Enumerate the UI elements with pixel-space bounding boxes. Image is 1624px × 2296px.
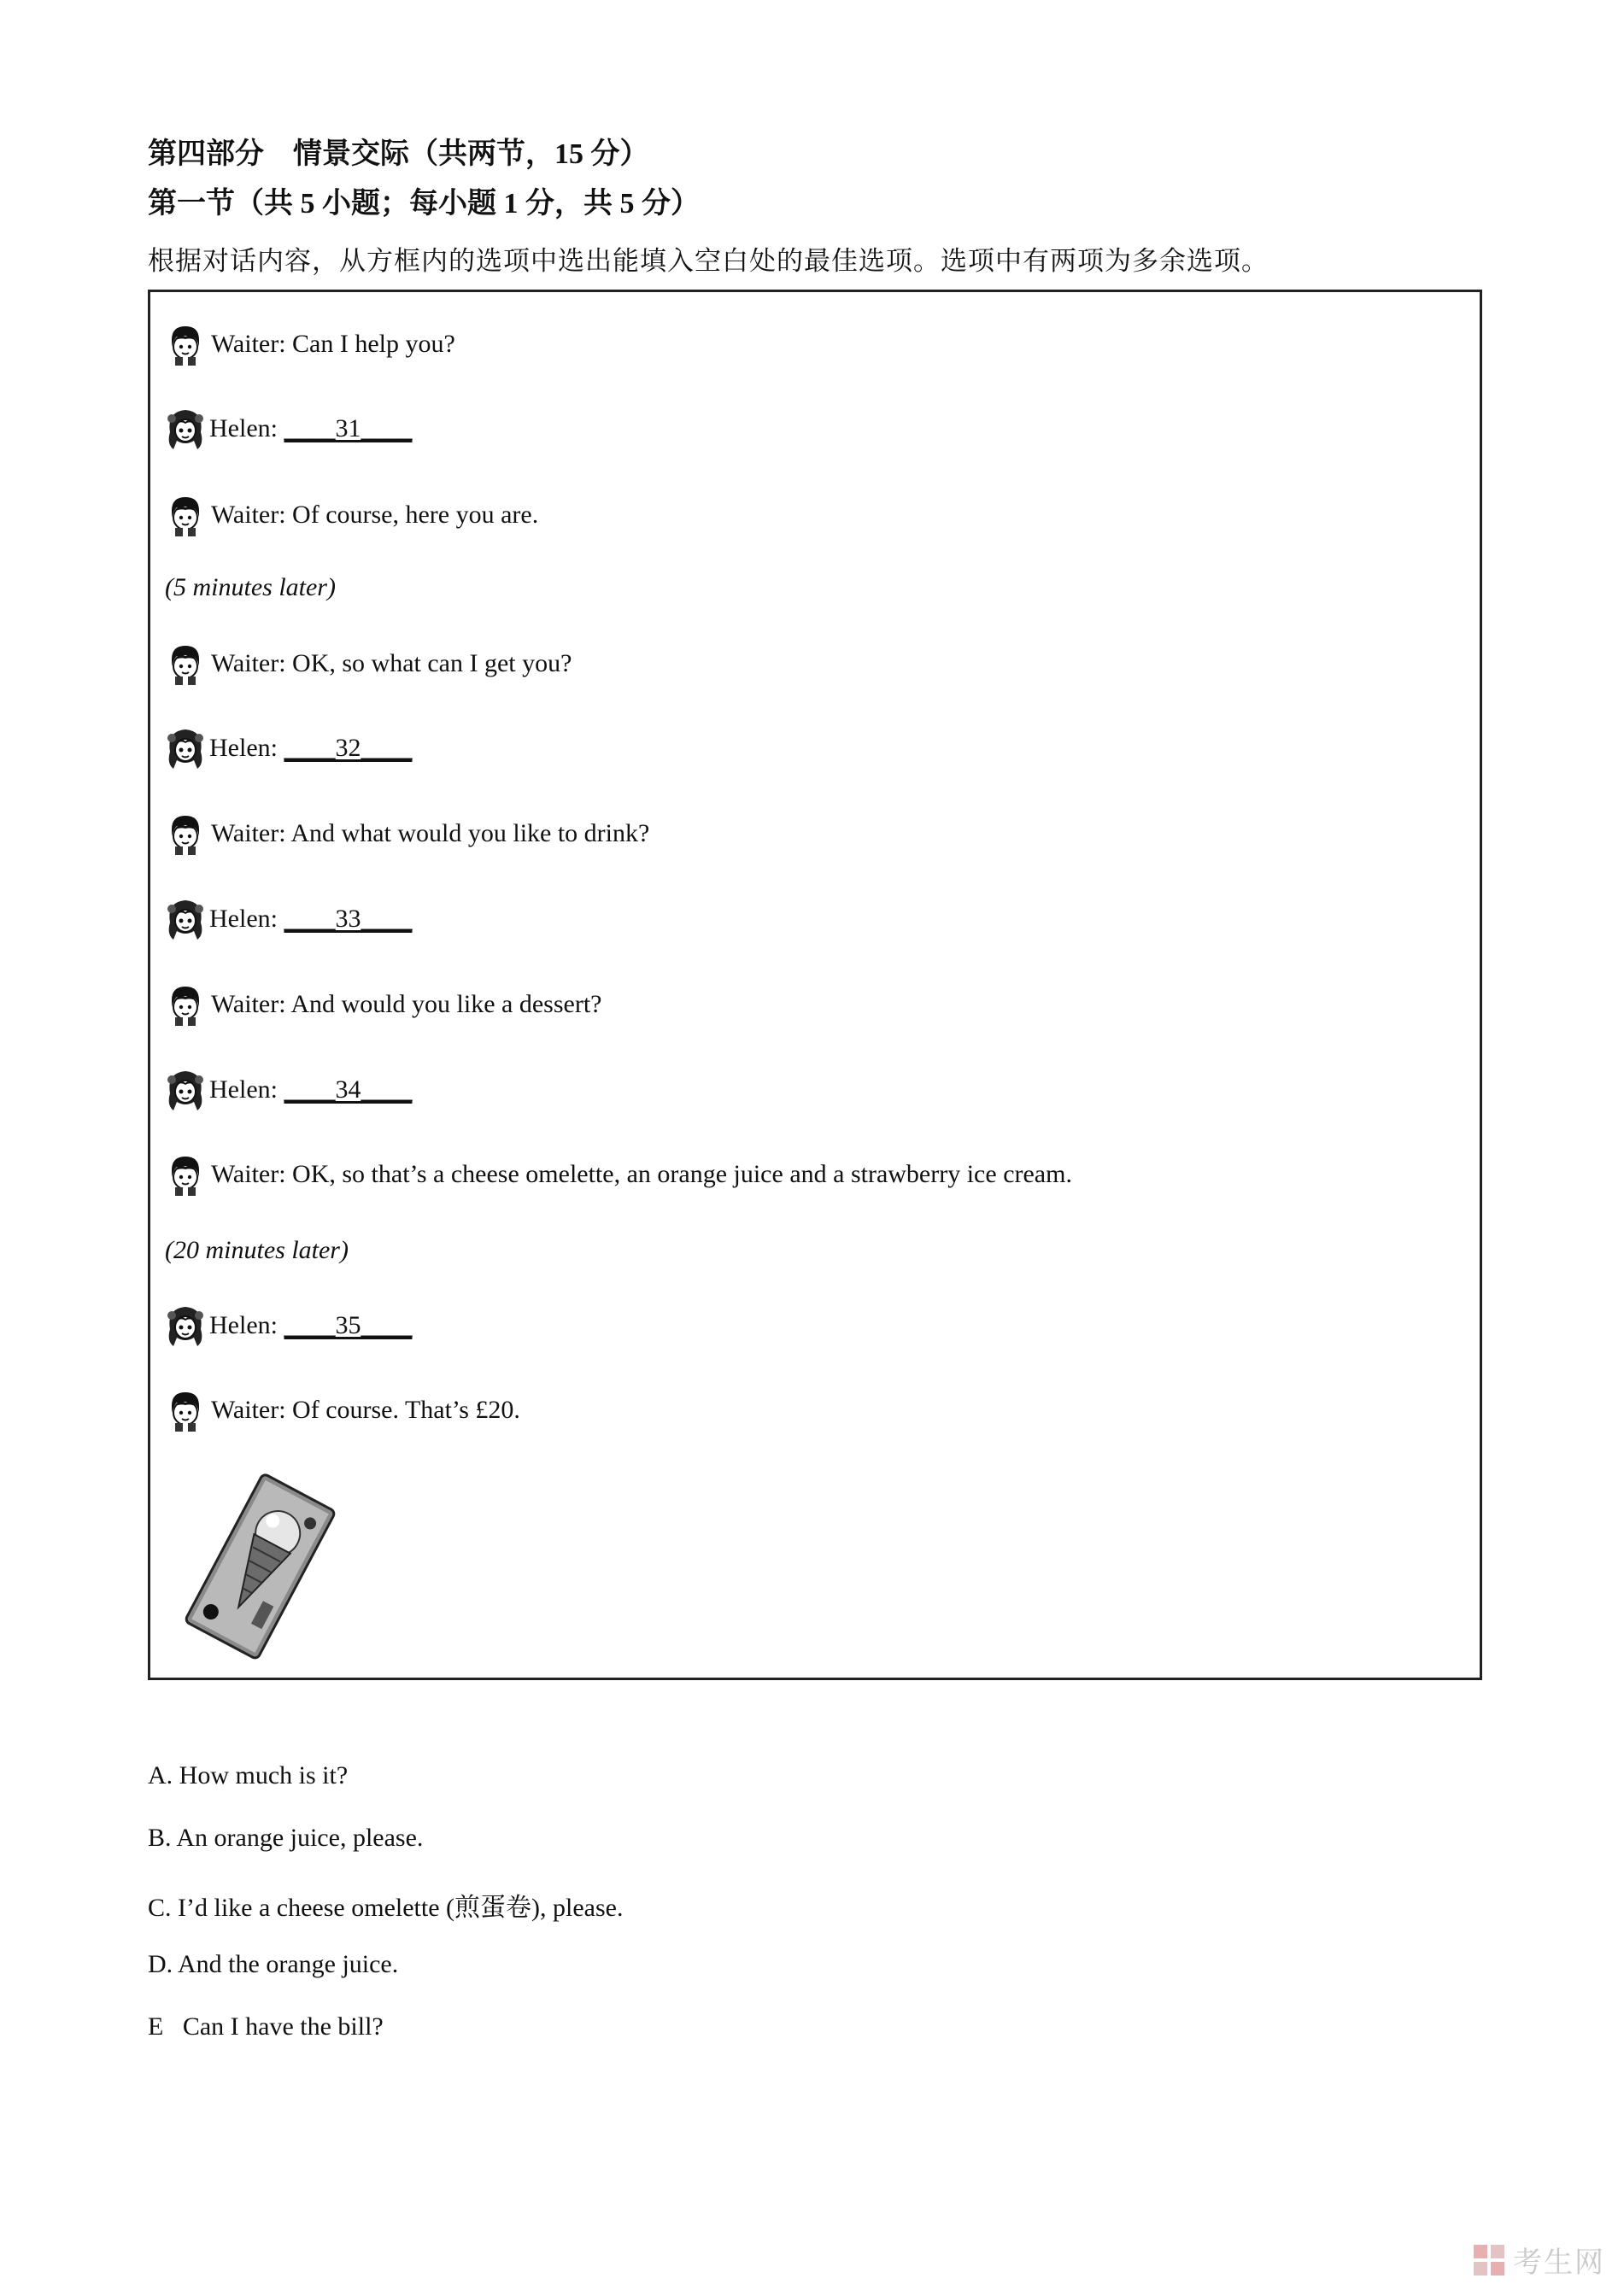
line-text: Waiter: And would you like a dessert? [211, 990, 602, 1018]
line-text: Waiter: OK, so that’s a cheese omelette, an orange juice and a strawberry ice cream. [211, 1160, 1072, 1188]
dialogue-line-11 [165, 1303, 412, 1348]
line-text: Waiter: Of course, here you are. [211, 501, 539, 529]
speaker: Helen: [209, 734, 284, 762]
boy-avatar-icon [167, 323, 204, 366]
girl-avatar-icon [165, 726, 206, 770]
boy-avatar-icon [167, 812, 204, 855]
line-text: Waiter: Of course. That’s £20. [211, 1396, 520, 1424]
girl-avatar-icon [165, 897, 206, 941]
dialogue-line-5 [165, 726, 412, 770]
blank-34[interactable]: ____34____ [284, 1075, 413, 1104]
boy-avatar-icon [167, 494, 204, 536]
dialogue-line-3 [167, 494, 538, 536]
dialogue-line-6 [167, 812, 649, 855]
option-b[interactable]: B. An orange juice, please. [148, 1824, 424, 1852]
time-note-2: (20 minutes later) [165, 1236, 349, 1264]
dialogue-line-4 [167, 642, 572, 685]
time-note-1: (5 minutes later) [165, 573, 336, 601]
option-a[interactable]: A. How much is it? [148, 1761, 349, 1789]
boy-avatar-icon [167, 642, 204, 685]
speaker: Helen: [209, 1311, 284, 1339]
watermark-logo-icon [1472, 2243, 1506, 2277]
line-text: Waiter: Can I help you? [211, 330, 455, 358]
blank-35[interactable]: ____35____ [284, 1311, 413, 1339]
boy-avatar-icon [167, 1389, 204, 1432]
option-d[interactable]: D. And the orange juice. [148, 1950, 399, 1978]
option-c[interactable]: C. I’d like a cheese omelette (煎蛋卷), please. [148, 1894, 624, 1922]
line-text: Waiter: And what would you like to drink? [211, 819, 650, 847]
blank-33[interactable]: ____33____ [284, 905, 413, 933]
dialogue-line-8 [167, 983, 601, 1026]
dialogue-line-9 [165, 1068, 412, 1112]
section-title: 第一节（共 5 小题；每小题 1 分，共 5 分） [148, 188, 700, 220]
speaker: Helen: [209, 905, 284, 933]
dialogue-line-1 [167, 323, 455, 366]
part-title: 第四部分 情景交际（共两节，15 分） [148, 138, 649, 170]
ice-cream-menu-icon [175, 1467, 346, 1664]
blank-31[interactable]: ____31____ [284, 414, 413, 442]
girl-avatar-icon [165, 1068, 206, 1112]
dialogue-line-7 [165, 897, 412, 941]
dialogue-line-2 [165, 407, 412, 451]
line-text: Waiter: OK, so what can I get you? [211, 649, 572, 677]
girl-avatar-icon [165, 1303, 206, 1348]
boy-avatar-icon [167, 983, 204, 1026]
speaker: Helen: [209, 414, 284, 442]
option-e[interactable]: E Can I have the bill? [148, 2012, 384, 2041]
boy-avatar-icon [167, 1153, 204, 1196]
dialogue-line-10 [167, 1153, 1072, 1196]
instruction: 根据对话内容，从方框内的选项中选出能填入空白处的最佳选项。选项中有两项为多余选项。 [148, 246, 1269, 276]
dialogue-line-12 [167, 1389, 520, 1432]
girl-avatar-icon [165, 407, 206, 451]
blank-32[interactable]: ____32____ [284, 734, 413, 762]
speaker: Helen: [209, 1075, 284, 1104]
watermark [1472, 2239, 1605, 2281]
watermark-text: 考生网 [1513, 2246, 1605, 2280]
